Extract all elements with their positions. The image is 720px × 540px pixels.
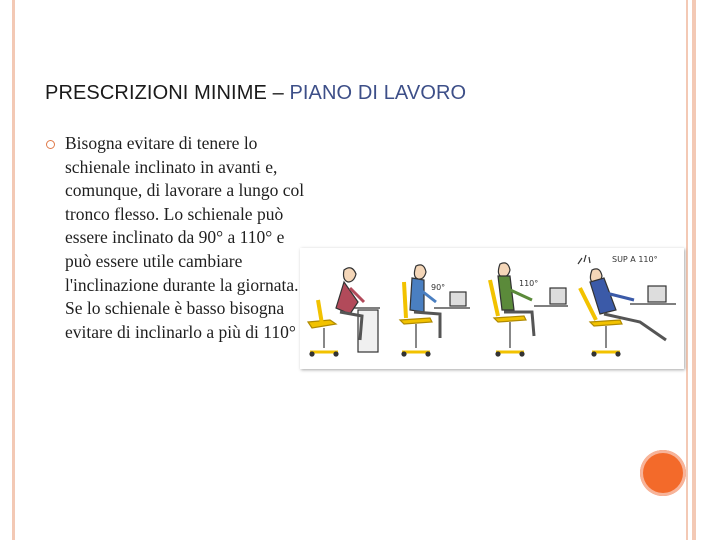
slide-title: [45, 82, 466, 105]
title-main: PRESCRIZIONI MINIME –: [45, 82, 290, 104]
posture-illustration: [300, 248, 684, 369]
figure-upright-90: [400, 265, 470, 356]
decorative-orange-circle: [640, 450, 686, 496]
title-accent: PIANO DI LAVORO: [289, 82, 467, 104]
posture-drawing: [300, 248, 684, 369]
label-sup-110: SUP A 110°: [612, 255, 658, 264]
figure-leaning-forward: [308, 268, 380, 356]
right-frame-line-inner: [692, 0, 696, 540]
left-frame-line: [12, 0, 15, 540]
right-frame-line-outer: [686, 0, 688, 540]
figure-overreclined: [578, 255, 676, 356]
figure-reclined-110: [490, 263, 568, 356]
bullet-text: Bisogna evitare di tenere lo schienale inclinato in avanti e, comunque, di lavorare a lungo col tronco flesso. Lo schienale può essere inclinato da 90° a 110° e può essere utile cambiare l'inclinazione durante la giornata. Se lo schienale è basso bisogna evitare di inclinarlo a più di 110°: [65, 133, 305, 342]
label-110: 110°: [519, 279, 539, 288]
bullet-circle-icon: [46, 140, 55, 149]
label-90: 90°: [431, 283, 446, 292]
